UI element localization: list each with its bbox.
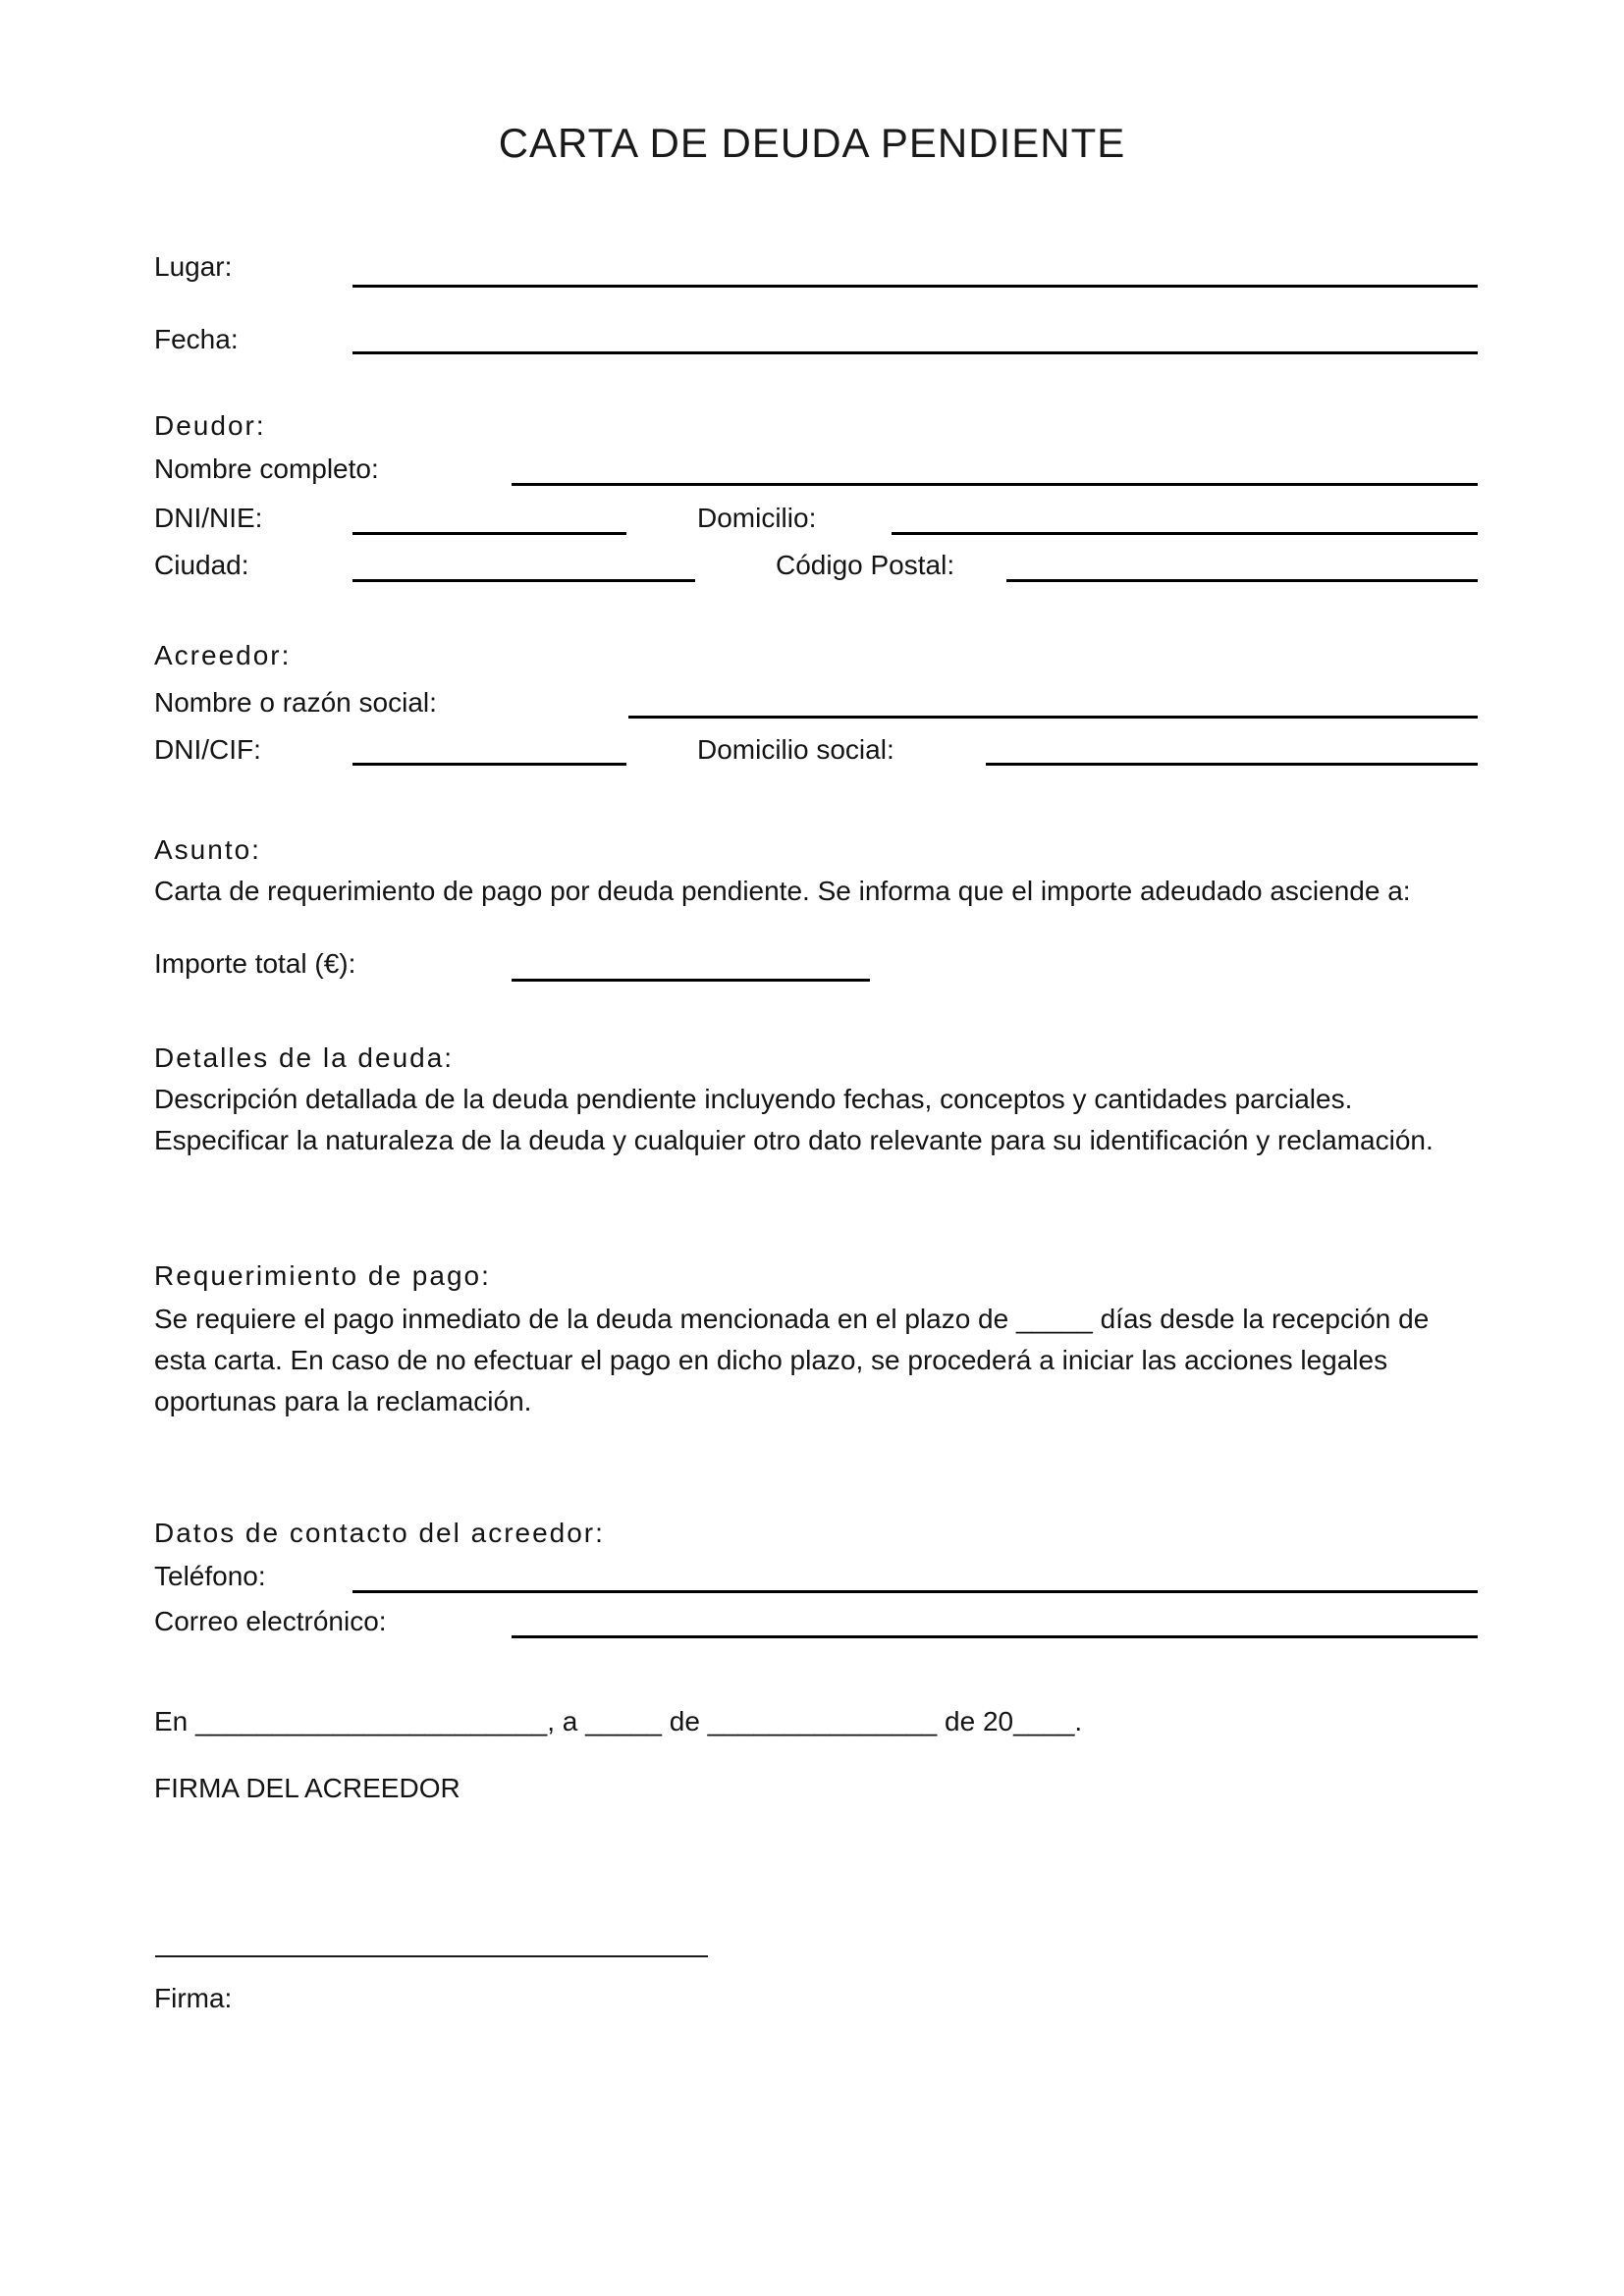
contacto-heading: Datos de contacto del acreedor:: [154, 1518, 605, 1548]
deudor-nombre-input-line[interactable]: [512, 483, 1478, 486]
correo-label: Correo electrónico:: [154, 1606, 387, 1636]
deudor-ciudad-input-line[interactable]: [352, 579, 695, 582]
requerimiento-body-line: oportunas para la reclamación.: [154, 1386, 532, 1416]
acreedor-domicilio-input-line[interactable]: [986, 763, 1478, 766]
detalles-body-line: Especificar la naturaleza de la deuda y cualquier otro dato relevante para su identificación y reclamación.: [154, 1125, 1434, 1155]
acreedor-nombre-input-line[interactable]: [628, 716, 1478, 719]
deudor-domicilio-input-line[interactable]: [892, 532, 1478, 535]
detalles-body-line: Descripción detallada de la deuda pendiente incluyendo fechas, conceptos y cantidades parciales.: [154, 1084, 1353, 1114]
deudor-dni-input-line[interactable]: [352, 532, 626, 535]
firma-signature-line[interactable]: [155, 1955, 708, 1957]
firma-label: Firma:: [154, 1983, 233, 2013]
acreedor-dni-label: DNI/CIF:: [154, 734, 261, 765]
firma-acreedor-heading: FIRMA DEL ACREEDOR: [154, 1773, 460, 1803]
correo-input-line[interactable]: [512, 1635, 1478, 1638]
page-title: CARTA DE DEUDA PENDIENTE: [498, 120, 1126, 166]
importe-total-label: Importe total (€):: [154, 948, 356, 979]
acreedor-nombre-label: Nombre o razón social:: [154, 687, 437, 718]
deudor-codigo-postal-input-line[interactable]: [1006, 579, 1478, 582]
acreedor-heading: Acreedor:: [154, 640, 292, 670]
telefono-label: Teléfono:: [154, 1561, 266, 1591]
fecha-firma-blank-line[interactable]: En _______________________, a _____ de _______________ de 20____.: [154, 1706, 1083, 1736]
acreedor-domicilio-label: Domicilio social:: [697, 734, 894, 765]
deudor-codigo-postal-label: Código Postal:: [776, 550, 955, 580]
requerimiento-body-line: esta carta. En caso de no efectuar el pago en dicho plazo, se procederá a iniciar las acciones legales: [154, 1345, 1388, 1375]
lugar-label: Lugar:: [154, 251, 233, 282]
telefono-input-line[interactable]: [352, 1590, 1478, 1593]
fecha-label: Fecha:: [154, 324, 239, 354]
lugar-input-line[interactable]: [352, 285, 1478, 288]
deudor-ciudad-label: Ciudad:: [154, 550, 249, 580]
asunto-body-text: Carta de requerimiento de pago por deuda pendiente. Se informa que el importe adeudado asciende a:: [154, 876, 1411, 906]
requerimiento-body-line: Se requiere el pago inmediato de la deuda mencionada en el plazo de _____ días desde la recepción de: [154, 1304, 1430, 1334]
fecha-input-line[interactable]: [352, 351, 1478, 354]
deudor-dni-label: DNI/NIE:: [154, 503, 263, 533]
requerimiento-heading: Requerimiento de pago:: [154, 1260, 491, 1291]
deudor-domicilio-label: Domicilio:: [697, 503, 817, 533]
importe-total-input-line[interactable]: [512, 979, 870, 982]
detalles-heading: Detalles de la deuda:: [154, 1042, 455, 1073]
acreedor-dni-input-line[interactable]: [352, 763, 626, 766]
deudor-heading: Deudor:: [154, 410, 266, 441]
deudor-nombre-label: Nombre completo:: [154, 454, 379, 484]
asunto-heading: Asunto:: [154, 834, 261, 865]
